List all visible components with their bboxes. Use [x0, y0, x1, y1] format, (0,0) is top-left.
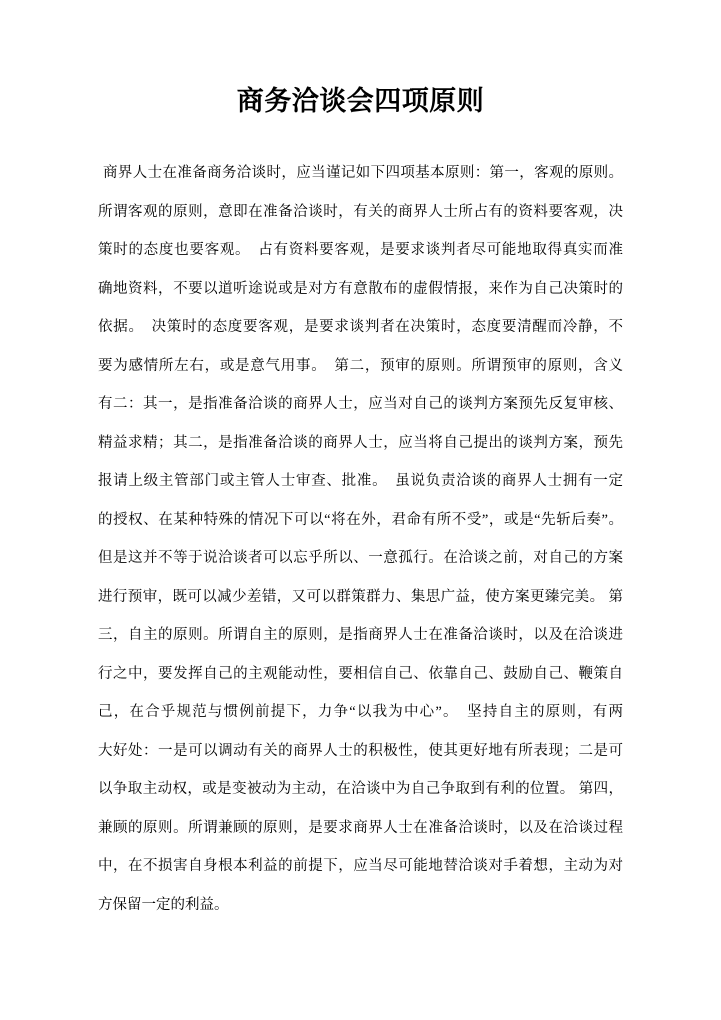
body-line: 依据。 决策时的态度要客观，是要求谈判者在决策时，态度要清醒而冷静，不 [98, 319, 623, 335]
document-title: 商务洽谈会四项原则 [236, 86, 485, 116]
body-line: 大好处：一是可以调动有关的商界人士的积极性，使其更好地有所表现；二是可 [98, 742, 623, 759]
body-line: 方保留一定的利益。 [98, 896, 229, 913]
body-line: 所谓客观的原则，意即在准备洽谈时，有关的商界人士所占有的资料要客观，决 [98, 203, 623, 220]
body-line: 三，自主的原则。所谓自主的原则，是指商界人士在准备洽谈时，以及在洽谈进 [98, 627, 623, 643]
document-body [98, 154, 623, 924]
body-line: 以争取主动权，或是变被动为主动，在洽谈中为自己争取到有利的位置。 第四， [98, 781, 623, 797]
body-line: 要为感情所左右，或是意气用事。 第二，预审的原则。所谓预审的原则，含义 [98, 357, 623, 374]
body-line: 进行预审，既可以减少差错，又可以群策群力、集思广益，使方案更臻完美。 第 [98, 588, 623, 605]
body-line: 商界人士在准备商务洽谈时，应当谨记如下四项基本原则：第一，客观的原则。 [103, 165, 623, 181]
body-line: 精益求精；其二，是指准备洽谈的商界人士，应当将自己提出的谈判方案，预先 [98, 434, 623, 451]
body-line: 中，在不损害自身根本利益的前提下，应当尽可能地替洽谈对手着想，主动为对 [98, 858, 623, 874]
body-line: 但是这并不等于说洽谈者可以忘乎所以、一意孤行。在洽谈之前，对自己的方案 [98, 550, 623, 566]
body-line: 有二：其一，是指准备洽谈的商界人士，应当对自己的谈判方案预先反复审核、 [98, 396, 623, 412]
body-line: 策时的态度也要客观。 占有资料要客观，是要求谈判者尽可能地取得真实而准 [98, 242, 623, 258]
body-line: 的授权、在某种特殊的情况下可以“将在外，君命有所不受”，或是“先斩后奏”。 [98, 511, 623, 528]
body-line: 兼顾的原则。所谓兼顾的原则，是要求商界人士在准备洽谈时，以及在洽谈过程 [98, 819, 623, 836]
body-line: 确地资料，不要以道听途说或是对方有意散布的虚假情报，来作为自己决策时的 [98, 280, 623, 297]
body-line: 报请上级主管部门或主管人士审查、批准。 虽说负责洽谈的商界人士拥有一定 [98, 473, 623, 489]
body-line: 行之中，要发挥自己的主观能动性，要相信自己、依靠自己、鼓励自己、鞭策自 [98, 665, 623, 682]
body-line: 己，在合乎规范与惯例前提下，力争“以我为中心”。 坚持自主的原则，有两 [98, 704, 623, 720]
